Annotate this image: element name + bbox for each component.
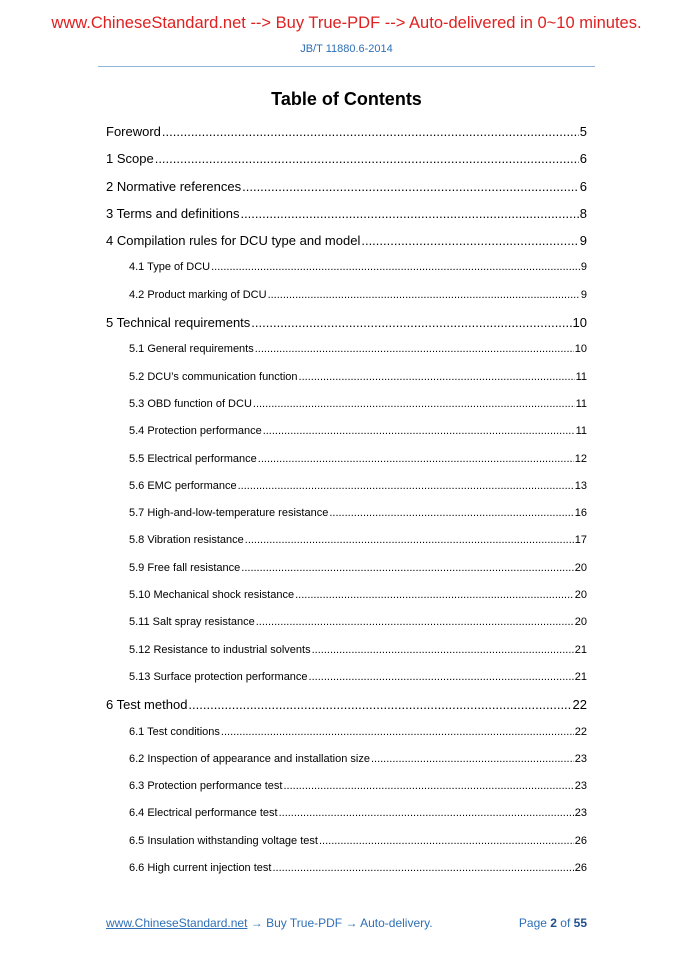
- page-prefix: Page: [518, 916, 551, 930]
- current-page-number: 2: [550, 916, 557, 930]
- toc-dot-leader: [295, 582, 574, 609]
- toc-entry-label: 3 Terms and definitions: [106, 205, 240, 221]
- toc-entry[interactable]: [106, 637, 587, 664]
- toc-entry-page: 22: [574, 725, 587, 738]
- toc-dot-leader: [155, 145, 579, 172]
- toc-dot-leader: [242, 173, 579, 200]
- toc-entry-page: 9: [580, 261, 587, 274]
- toc-dot-leader: [188, 691, 571, 718]
- toc-entry[interactable]: [106, 309, 587, 336]
- toc-entry[interactable]: [106, 691, 587, 718]
- toc-entry-label: 5.4 Protection performance: [129, 425, 262, 438]
- toc-entry-label: 4.2 Product marking of DCU: [129, 288, 267, 301]
- toc-entry[interactable]: [106, 418, 587, 445]
- toc-entry-page: 22: [572, 697, 587, 713]
- toc-dot-leader: [240, 200, 578, 227]
- toc-title: Table of Contents: [271, 89, 422, 109]
- toc-dot-leader: [256, 609, 574, 636]
- toc-entry-label: 5.6 EMC performance: [129, 479, 237, 492]
- toc-entry-page: 9: [580, 288, 587, 301]
- toc-dot-leader: [253, 391, 575, 418]
- toc-entry[interactable]: [106, 282, 587, 309]
- page-footer: [106, 916, 587, 930]
- toc-dot-leader: [361, 227, 578, 254]
- toc-entry[interactable]: [106, 473, 587, 500]
- toc-entry-label: 5.3 OBD function of DCU: [129, 397, 252, 410]
- toc-entry[interactable]: [106, 527, 587, 554]
- toc-entry-page: 20: [574, 589, 587, 602]
- toc-entry[interactable]: [106, 773, 587, 800]
- toc-entry-label: 5 Technical requirements: [106, 315, 251, 331]
- toc-entry-label: 5.7 High-and-low-temperature resistance: [129, 507, 329, 520]
- toc-entry[interactable]: [106, 555, 587, 582]
- toc-entry-page: 12: [574, 452, 587, 465]
- toc-entry-label: 4 Compilation rules for DCU type and model: [106, 233, 361, 249]
- toc-entry[interactable]: [106, 145, 587, 172]
- footer-site-link[interactable]: www.ChineseStandard.net: [106, 916, 248, 930]
- toc-entry-page: 21: [574, 670, 587, 683]
- toc-dot-leader: [309, 664, 574, 691]
- toc-entry-page: 11: [575, 425, 587, 438]
- toc-entry[interactable]: [106, 364, 587, 391]
- toc-entry-page: 6: [579, 178, 587, 194]
- document-number: JB/T 11880.6-2014: [300, 43, 393, 55]
- toc-entry-page: 26: [574, 862, 587, 875]
- toc-dot-leader: [162, 118, 579, 145]
- toc-entry[interactable]: [106, 746, 587, 773]
- toc-entry-page: 17: [574, 534, 587, 547]
- toc-entry-label: 6.1 Test conditions: [129, 725, 220, 738]
- toc-entry-page: 20: [574, 616, 587, 629]
- toc-entry-page: 8: [579, 205, 587, 221]
- toc-entry-label: 6 Test method: [106, 697, 188, 713]
- toc-entry[interactable]: [106, 446, 587, 473]
- toc-entry[interactable]: [106, 500, 587, 527]
- toc-entry-label: 6.4 Electrical performance test: [129, 807, 278, 820]
- toc-dot-leader: [283, 773, 573, 800]
- toc-dot-leader: [245, 527, 574, 554]
- total-page-number: 55: [573, 916, 587, 930]
- toc-entry-label: 6.6 High current injection test: [129, 862, 272, 875]
- toc-entry-label: 5.12 Resistance to industrial solvents: [129, 643, 311, 656]
- toc-entry[interactable]: [106, 582, 587, 609]
- toc-entry-page: 5: [579, 124, 587, 139]
- toc-entry-page: 20: [574, 561, 587, 574]
- toc-dot-leader: [211, 254, 580, 281]
- toc-dot-leader: [272, 855, 573, 882]
- table-of-contents: [106, 118, 587, 882]
- toc-entry-page: 10: [572, 315, 587, 331]
- footer-tagline: → Buy True-PDF → Auto-delivery.: [247, 916, 433, 930]
- toc-dot-leader: [268, 282, 580, 309]
- toc-entry-page: 9: [579, 233, 587, 249]
- toc-entry[interactable]: [106, 336, 587, 363]
- toc-dot-leader: [241, 555, 573, 582]
- toc-dot-leader: [299, 364, 575, 391]
- toc-entry-label: 6.2 Inspection of appearance and installation size: [129, 752, 370, 765]
- toc-entry-label: 5.10 Mechanical shock resistance: [129, 589, 295, 602]
- toc-dot-leader: [329, 500, 573, 527]
- page-indicator: [519, 916, 587, 930]
- toc-entry[interactable]: [106, 118, 587, 145]
- toc-entry-page: 23: [574, 780, 587, 793]
- toc-entry-label: 5.8 Vibration resistance: [129, 534, 244, 547]
- toc-entry[interactable]: [106, 719, 587, 746]
- toc-entry-label: 2 Normative references: [106, 178, 242, 194]
- toc-entry-label: 5.1 General requirements: [129, 343, 254, 356]
- toc-dot-leader: [258, 446, 574, 473]
- toc-entry-label: 6.3 Protection performance test: [129, 780, 283, 793]
- toc-entry-label: 4.1 Type of DCU: [129, 261, 211, 274]
- toc-dot-leader: [251, 309, 571, 336]
- toc-entry-page: 11: [575, 370, 587, 383]
- toc-entry-label: 5.11 Salt spray resistance: [129, 616, 255, 629]
- toc-entry-label: 5.9 Free fall resistance: [129, 561, 241, 574]
- toc-entry[interactable]: [106, 254, 587, 281]
- toc-entry-label: 5.2 DCU’s communication function: [129, 370, 298, 383]
- toc-dot-leader: [319, 828, 574, 855]
- toc-entry-page: 23: [574, 752, 587, 765]
- toc-entry[interactable]: [106, 609, 587, 636]
- toc-dot-leader: [371, 746, 574, 773]
- toc-entry[interactable]: [106, 200, 587, 227]
- toc-entry[interactable]: [106, 227, 587, 254]
- toc-entry[interactable]: [106, 391, 587, 418]
- toc-entry-label: Foreword: [106, 124, 161, 139]
- header-divider: [98, 66, 595, 67]
- toc-dot-leader: [312, 637, 574, 664]
- toc-entry-label: 5.5 Electrical performance: [129, 452, 257, 465]
- toc-entry-page: 10: [574, 343, 587, 356]
- toc-entry-page: 11: [575, 397, 587, 410]
- toc-dot-leader: [221, 719, 574, 746]
- toc-entry[interactable]: [106, 800, 587, 827]
- toc-entry[interactable]: [106, 664, 587, 691]
- toc-entry-page: 23: [574, 807, 587, 820]
- toc-entry-page: 6: [579, 151, 587, 167]
- toc-entry-page: 16: [574, 507, 587, 520]
- page-of-label: of: [556, 916, 574, 930]
- toc-entry-page: 26: [574, 834, 587, 847]
- toc-dot-leader: [255, 336, 574, 363]
- toc-entry[interactable]: [106, 828, 587, 855]
- promo-banner[interactable]: www.ChineseStandard.net --> Buy True-PDF --> Auto-delivered in 0~10 minutes.: [51, 14, 642, 32]
- toc-entry-label: 5.13 Surface protection performance: [129, 670, 308, 683]
- toc-entry-page: 13: [574, 479, 587, 492]
- toc-entry[interactable]: [106, 855, 587, 882]
- toc-entry[interactable]: [106, 173, 587, 200]
- toc-entry-page: 21: [574, 643, 587, 656]
- toc-entry-label: 6.5 Insulation withstanding voltage test: [129, 834, 318, 847]
- toc-dot-leader: [279, 800, 574, 827]
- toc-dot-leader: [263, 418, 575, 445]
- toc-dot-leader: [238, 473, 574, 500]
- toc-entry-label: 1 Scope: [106, 151, 154, 167]
